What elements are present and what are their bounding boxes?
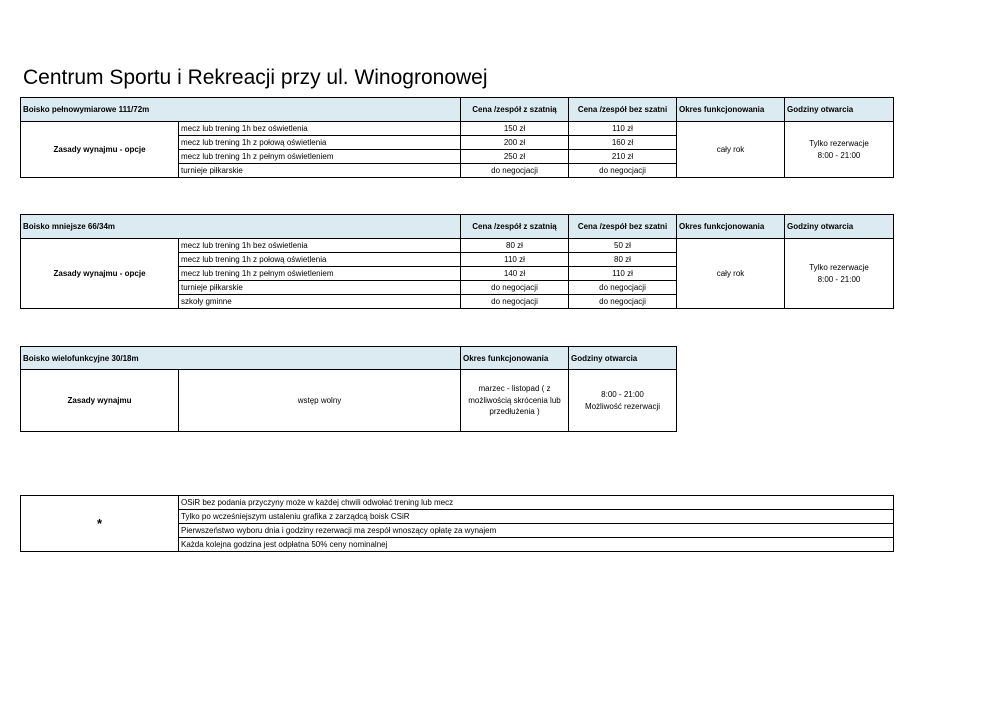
multipurpose-field-table: [20, 346, 677, 432]
period-line: możliwością skrócenia lub: [468, 395, 561, 405]
hours-line: 8:00 - 21:00: [817, 274, 861, 284]
table-header-row: [21, 98, 894, 122]
column-header-period: Okres funkcjonowania: [461, 347, 569, 370]
price-without-locker-cell: 80 zł: [569, 253, 677, 267]
note-text: OSiR bez podania przyczyny może w każdej chwili odwołać trening lub mecz: [179, 496, 894, 510]
option-cell: szkoły gminne: [179, 295, 461, 309]
column-header-price-without-locker: Cena /zespół bez szatni: [569, 215, 677, 239]
note-text: Każda kolejna godzina jest odpłatna 50% ceny nominalnej: [179, 538, 894, 552]
hours-cell: [785, 239, 894, 309]
option-cell: mecz lub trening 1h z połową oświetlenia: [179, 253, 461, 267]
price-with-locker-cell: do negocjacji: [461, 164, 569, 178]
column-header-hours: Godziny otwarcia: [785, 215, 894, 239]
hours-line: 8:00 - 21:00: [817, 150, 861, 160]
price-without-locker-cell: 110 zł: [569, 122, 677, 136]
period-cell: cały rok: [677, 239, 785, 309]
price-without-locker-cell: do negocjacji: [569, 164, 677, 178]
period-cell: [461, 370, 569, 432]
option-cell: mecz lub trening 1h bez oświetlenia: [179, 239, 461, 253]
table-header-row: [21, 347, 677, 370]
hours-line: Możliwość rezerwacji: [584, 401, 661, 411]
period-line: marzec - listopad ( z: [478, 384, 551, 394]
pricing-table-small-pitch: [20, 214, 894, 309]
column-header-period: Okres funkcjonowania: [677, 215, 785, 239]
rules-label: Zasady wynajmu - opcje: [21, 122, 179, 178]
option-cell: mecz lub trening 1h z pełnym oświetleniem: [179, 150, 461, 164]
option-cell: mecz lub trening 1h bez oświetlenia: [179, 122, 461, 136]
column-header-price-with-locker: Cena /zespół z szatnią: [461, 215, 569, 239]
price-without-locker-cell: do negocjacji: [569, 295, 677, 309]
price-without-locker-cell: 110 zł: [569, 267, 677, 281]
column-header-hours: Godziny otwarcia: [785, 98, 894, 122]
field-name: Boisko wielofunkcyjne 30/18m: [21, 347, 461, 370]
table-row: [21, 122, 894, 136]
hours-cell: [569, 370, 677, 432]
price-with-locker-cell: 250 zł: [461, 150, 569, 164]
price-with-locker-cell: 200 zł: [461, 136, 569, 150]
hours-line: Tylko rezerwacje: [809, 138, 869, 148]
price-with-locker-cell: 80 zł: [461, 239, 569, 253]
note-text: Pierwszeństwo wyboru dnia i godziny rezerwacji ma zespół wnoszący opłatę za wynajem: [179, 524, 894, 538]
period-line: przedłużenia ): [489, 407, 540, 417]
note-row: [21, 496, 894, 510]
option-cell: mecz lub trening 1h z pełnym oświetleniem: [179, 267, 461, 281]
option-cell: turnieje piłkarskie: [179, 164, 461, 178]
notes-table: [20, 495, 894, 552]
price-with-locker-cell: 140 zł: [461, 267, 569, 281]
pricing-table-full-pitch: [20, 97, 894, 178]
asterisk-marker: *: [21, 496, 179, 552]
rules-label: Zasady wynajmu: [21, 370, 179, 432]
field-name: Boisko mniejsze 66/34m: [21, 215, 461, 239]
price-without-locker-cell: do negocjacji: [569, 281, 677, 295]
hours-line: Tylko rezerwacje: [809, 262, 869, 272]
note-text: Tylko po wcześniejszym ustaleniu grafika z zarządcą boisk CSiR: [179, 510, 894, 524]
table-row: [21, 239, 894, 253]
rules-label: Zasady wynajmu - opcje: [21, 239, 179, 309]
price-without-locker-cell: 210 zł: [569, 150, 677, 164]
option-cell: turnieje piłkarskie: [179, 281, 461, 295]
entry-cell: wstęp wolny: [179, 370, 461, 432]
column-header-hours: Godziny otwarcia: [569, 347, 677, 370]
column-header-price-with-locker: Cena /zespół z szatnią: [461, 98, 569, 122]
price-with-locker-cell: 110 zł: [461, 253, 569, 267]
price-without-locker-cell: 160 zł: [569, 136, 677, 150]
option-cell: mecz lub trening 1h z połową oświetlenia: [179, 136, 461, 150]
table-row: [21, 370, 677, 432]
price-with-locker-cell: do negocjacji: [461, 295, 569, 309]
period-cell: cały rok: [677, 122, 785, 178]
field-name: Boisko pełnowymiarowe 111/72m: [21, 98, 461, 122]
price-with-locker-cell: 150 zł: [461, 122, 569, 136]
price-with-locker-cell: do negocjacji: [461, 281, 569, 295]
price-without-locker-cell: 50 zł: [569, 239, 677, 253]
column-header-price-without-locker: Cena /zespół bez szatni: [569, 98, 677, 122]
column-header-period: Okres funkcjonowania: [677, 98, 785, 122]
hours-cell: [785, 122, 894, 178]
table-header-row: [21, 215, 894, 239]
page-title: Centrum Sportu i Rekreacji przy ul. Winogronowej: [23, 66, 488, 89]
hours-line: 8:00 - 21:00: [601, 389, 644, 399]
